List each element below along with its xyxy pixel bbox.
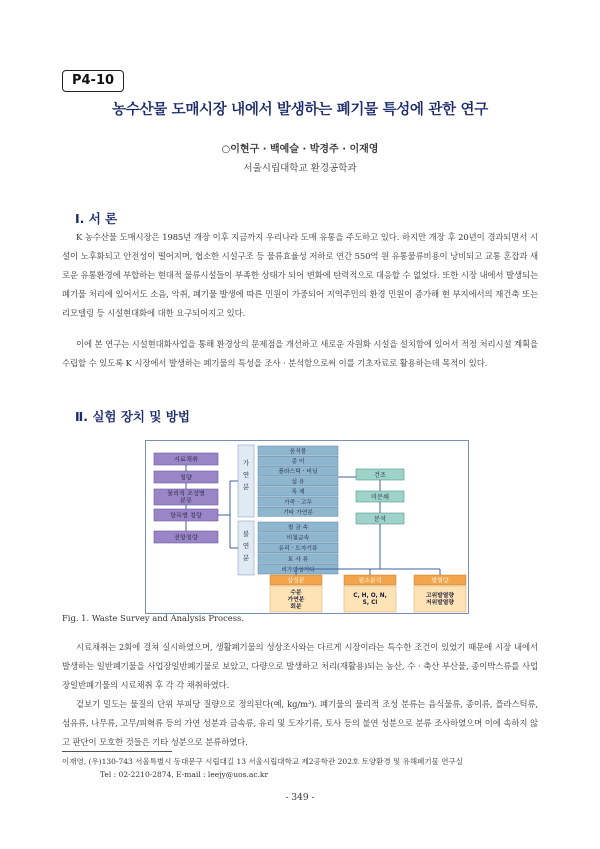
noncombustible-group-label: 불 [242, 530, 250, 538]
left-step-label: 물리적 조성별 [167, 490, 205, 498]
right-step-label: 분석 [374, 516, 386, 523]
combustible-item-label: 플라스틱 · 비닐 [278, 469, 318, 476]
noncombustible-item-label: 토 사 류 [287, 556, 309, 563]
analysis-header-label: 삼성분 [287, 577, 305, 585]
analysis-body-label: 수분 [290, 590, 302, 596]
affiliation: 서울시립대학교 환경공학과 [243, 163, 357, 174]
analysis-body-label: C, H, O, N, [353, 593, 387, 599]
combustible-item-label: 가죽 · 고무 [284, 499, 312, 506]
paper-code-badge: P4-10 [62, 70, 124, 92]
analysis-body-box [414, 586, 466, 612]
combustible-item-label: 목 재 [291, 489, 305, 496]
combustible-item-label: 음식물 [289, 448, 307, 455]
footnote-divider [62, 751, 172, 752]
left-step-label: 시료채취 [174, 456, 198, 464]
section-heading-methods: Ⅱ. 실험 장치 및 방법 [75, 409, 190, 424]
analysis-header-label: 발열량 [431, 577, 449, 585]
analysis-body-label: 저위발열량 [426, 600, 454, 606]
combustible-group-label: 분 [242, 483, 250, 491]
figure-caption: Fig. 1. Waste Survey and Analysis Process. [62, 613, 244, 623]
footnote [62, 756, 542, 781]
noncombustible-item-label: 유리 · 도자기류 [278, 546, 318, 553]
footnote-contact: Tel : 02-2210-2874, E-mail : leejy@uos.ac.kr [100, 769, 269, 779]
left-step-label: 항목별 칭량 [170, 512, 202, 520]
process-diagram [146, 441, 468, 613]
combustible-item-label: 기타 가연분 [283, 510, 313, 516]
analysis-header-label: 원소분석 [358, 577, 382, 585]
intro-paragraph-1: K 농수산물 도매시장은 1985년 개장 이후 지금까지 우리나라 도매 유통을 주도하고 있다. 하지만 개장 후 20년이 경과되면서 시설이 노후화되고 안전성이 떨어지며, 협소한 시설구조 등 물류효율성 저하로 연간 550억 원 유통물류비용이 낭비되고 교통 혼잡과 새로운 유통환경에 부합하는 현대적 물류시설들이 부족한 상태가 되어 변화에 탄력적으로 대응할 수 없었다. 또한 시장 내에서 발생되는 폐기물 처리에 있어서도 소음, 악취, 폐기물 발생에 따른 민원이 가중되어 지역주민의 환경 민원이 증가해 현 부지에서의 재건축 또는 리모델링 등 시설현대화에 대한 요구되어지고 있다. [62, 232, 538, 318]
analysis-body-label: 가연분 [287, 597, 305, 603]
noncombustible-group-label: 연 [242, 542, 250, 550]
left-step-label: 칭량 [180, 474, 192, 482]
noncombustible-item-label: 비가연성기타 [281, 567, 315, 574]
analysis-body-label: S, Cl [362, 600, 378, 606]
page-number: - 349 - [285, 793, 315, 803]
left-step-label: 전항칭량 [174, 534, 198, 542]
combustible-group-label-box [238, 445, 254, 517]
footnote-address: 이재영, (우)130-743 서울특별시 동대문구 시립대길 13 서울시립대학교 제2공학관 202호 토양환경 및 유해폐기물 연구실 [62, 757, 463, 766]
analysis-body-label: 회분 [290, 604, 302, 610]
section-heading-introduction: Ⅰ. 서 론 [75, 211, 118, 226]
noncombustible-group-label: 분 [242, 554, 250, 562]
intro-paragraph-2: 이에 본 연구는 시설현대화사업을 통해 환경상의 문제점을 개선하고 새로운 자원화 시설을 설치함에 있어서 적정 처리시설 계획을 수립할 수 있도록 K 시장에서 발생하는 폐기물의 특성을 조사 · 분석함으로써 이를 기초자료로 활용하는데 목적이 있다. [62, 339, 538, 368]
analysis-body-label: 고위발열량 [426, 593, 454, 599]
left-step-label: 분류 [180, 497, 192, 505]
combustible-item-label: 종 이 [291, 459, 305, 465]
methods-paragraph-1: 시료채취는 2회에 걸쳐 실시하였으며, 생활폐기물의 성상조사와는 다르게 시장이라는 특수한 조건이 있었기 때문에 시장 내에서 발생하는 일반폐기물을 사업장일반폐기물로 보았고, 다량으로 발생하고 처리(재활용)되는 농산, 수 · 축산 부산물, 종이박스류를 사업장일반폐기물의 시료채취 후 각 각 채취하였다. [62, 642, 538, 690]
right-step-label: 미분쇄 [371, 494, 389, 501]
paper-title: 농수산물 도매시장 내에서 발생하는 폐기물 특성에 관한 연구 [112, 102, 488, 118]
author-list: ○이현구 · 백예슬 · 박경주 · 이재영 [221, 144, 379, 155]
combustible-group-label: 연 [242, 471, 250, 479]
methods-paragraph-2: 겉보기 밀도는 물질의 단위 부피당 질량으로 정의된다(예, kg/m³). 폐기물의 물리적 조성 분류는 음식물류, 종이류, 플라스틱류, 섬유류, 나무류, 고무/피혁류 등의 가연 성분과 금속류, 유리 및 도자기류, 토사 등의 불연 성분으로 분류 조사하였으며 이에 속하지 않고 판단이 모호한 것들은 기타 성분으로 분류하였다. [62, 699, 538, 747]
waste-process-figure [145, 440, 469, 614]
right-step-label: 건조 [374, 472, 386, 479]
combustible-group-label: 가 [242, 459, 250, 467]
combustible-item-label: 섬 유 [291, 479, 305, 486]
noncombustible-item-label: 철 금 속 [287, 525, 309, 531]
noncombustible-item-label: 비철금속 [286, 535, 310, 542]
analysis-body-box [344, 586, 396, 612]
